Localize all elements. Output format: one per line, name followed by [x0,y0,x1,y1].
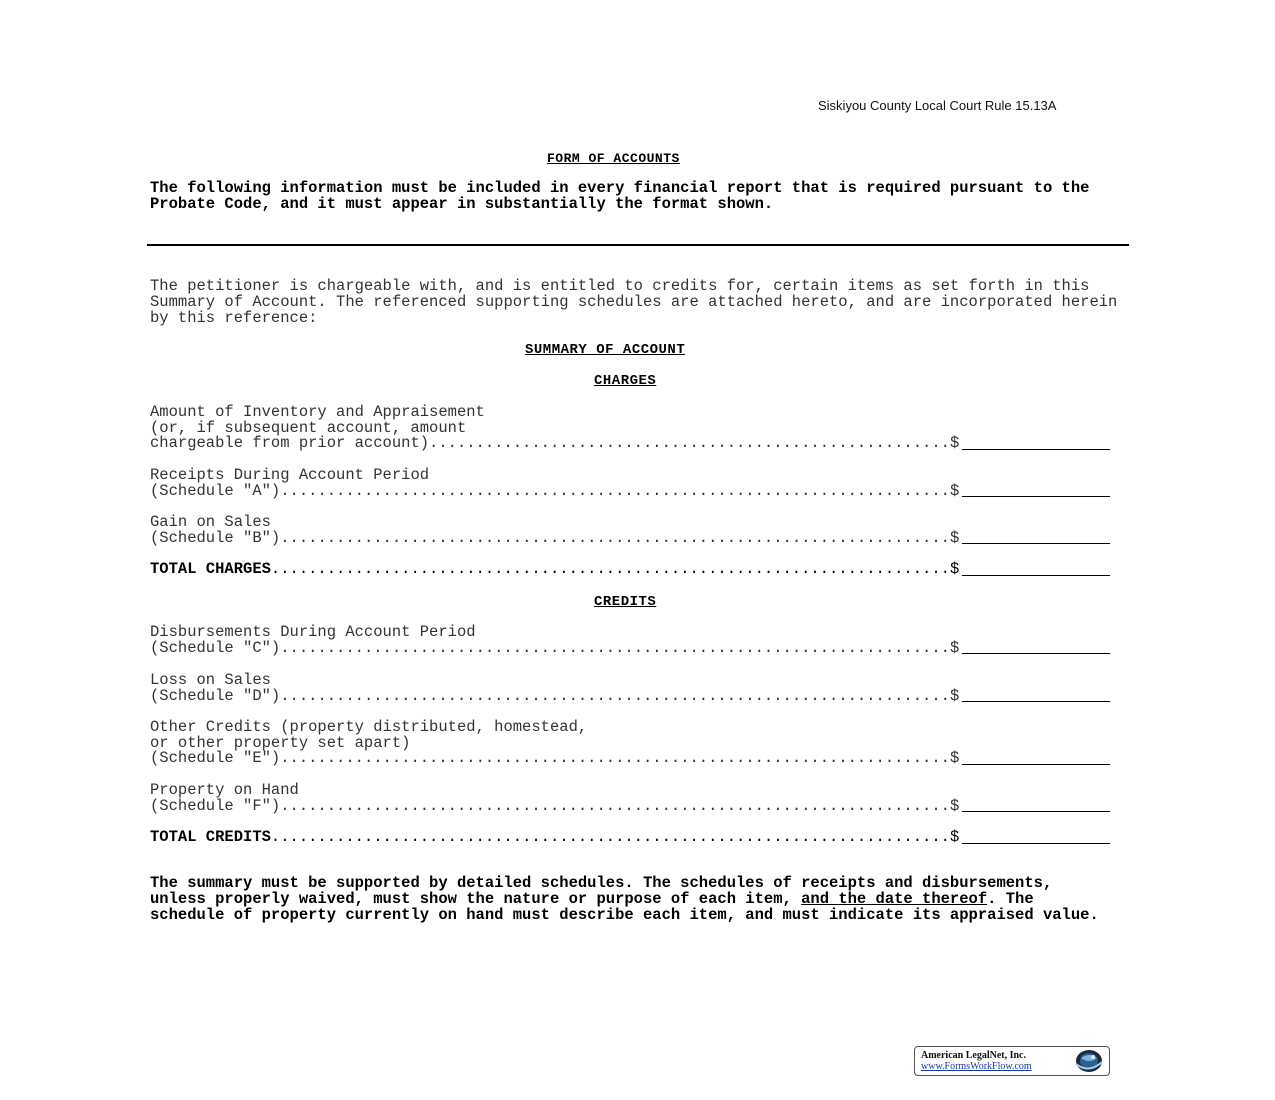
leader-dots [280,689,950,705]
amount-field[interactable]: $ [950,799,1110,815]
charge-entry-inventory [150,405,1110,452]
charge-entry-receipts [150,468,1110,499]
total-credits-amount[interactable]: $ [950,830,1110,846]
total-label: TOTAL CREDITS [150,828,271,846]
entry-line: Gain on Sales [150,513,271,531]
total-label: TOTAL CHARGES [150,560,271,578]
leader-dots [280,751,950,767]
american-legalnet-logo[interactable] [914,1046,1110,1076]
entry-line: Amount of Inventory and Appraisement [150,403,485,421]
leader-dots [429,436,950,452]
globe-icon [1071,1048,1107,1074]
amount-field[interactable]: $ [950,689,1110,705]
entry-line: (or, if subsequent account, amount [150,418,467,437]
credit-entry-disbursements [150,625,1110,656]
leader-dots [280,799,950,815]
preamble-paragraph: The petitioner is chargeable with, and is entitled to credits for, certain items as set forth in this Summary of Account. The referenced supporting schedules are attached hereto, and are incorporated herein by this reference: [150,277,1127,327]
summary-heading: SUMMARY OF ACCOUNT [525,342,686,358]
leader-dots [280,641,950,657]
entry-label: (Schedule "D") [150,686,281,705]
court-rule-label: Siskiyou County Local Court Rule 15.13A [818,98,1057,113]
entry-line: Other Credits (property distributed, homestead, [150,718,588,736]
intro-paragraph: The following information must be included in every financial report that is required pursuant to the Probate Code, and it must appear in substantially the format shown. [150,179,1099,213]
closing-paragraph: The summary must be supported by detailed schedules. The schedules of receipts and disbursements, unless properly waived, must show the nature or purpose of each item, and the date thereof. The schedule of property currently on hand must describe each item, and must indicate its appraised value. [150,874,1099,924]
credit-entry-loss [150,673,1110,704]
entry-label: (Schedule "A") [150,481,281,500]
leader-dots [280,484,950,500]
page-title: FORM OF ACCOUNTS [547,151,680,166]
logo-url-link[interactable]: www.FormsWorkFlow.com [921,1061,1032,1072]
entry-label: (Schedule "F") [150,796,281,815]
credit-entry-other [150,720,1110,767]
amount-field[interactable]: $ [950,484,1110,500]
amount-field[interactable]: $ [950,531,1110,547]
total-credits-row [150,830,1110,846]
credits-heading: CREDITS [594,594,657,610]
charges-heading: CHARGES [594,373,657,389]
entry-line: Loss on Sales [150,671,271,689]
entry-label: (Schedule "E") [150,749,281,767]
divider [147,244,1129,246]
leader-dots [271,562,950,578]
underlined-phrase: and the date thereof [801,889,988,908]
amount-field[interactable]: $ [950,436,1110,452]
entry-label: chargeable from prior account) [150,434,430,452]
total-charges-row [150,562,1110,578]
entry-line: or other property set apart) [150,733,411,752]
entry-label: (Schedule "C") [150,638,281,657]
entry-line: Disbursements During Account Period [150,623,476,641]
total-charges-amount[interactable]: $ [950,562,1110,578]
amount-field[interactable]: $ [950,641,1110,657]
amount-field[interactable]: $ [950,751,1110,767]
credit-entry-property [150,783,1110,814]
charge-entry-gain [150,515,1110,546]
entry-label: (Schedule "B") [150,528,281,547]
leader-dots [280,531,950,547]
leader-dots [271,830,950,846]
entry-line: Property on Hand [150,781,299,799]
entry-line: Receipts During Account Period [150,466,430,484]
logo-name: American LegalNet, Inc. [921,1050,1026,1061]
